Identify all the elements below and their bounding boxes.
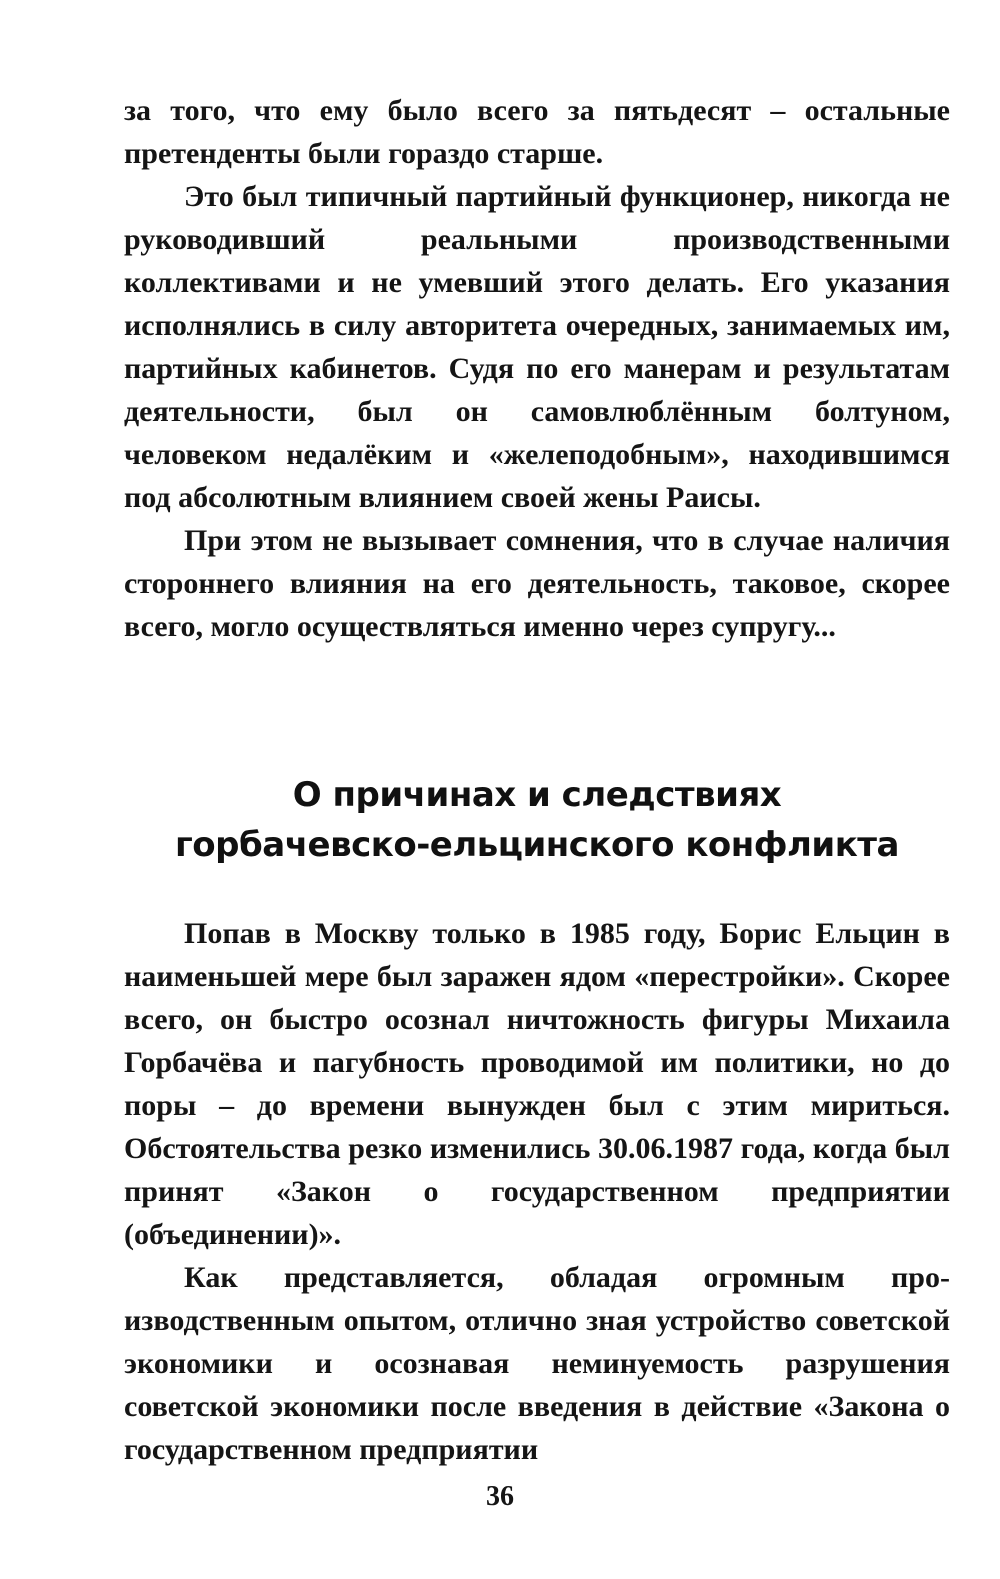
page-number: 36 [486,1481,514,1512]
paragraph-spouse-influence: При этом не вызывает сомнения, что в случае наличия стороннего влияния на его деятельность, таковое, скорее всего, могло осуществляться именно через супругу... [124,524,950,643]
section-heading-line-1: О причинах и следствиях [292,775,782,815]
bottom-text-section [124,912,950,1471]
section-heading-line-2: горбачевско-ельцинского конфликта [175,825,899,865]
paragraph-functionary: Это был типичный партийный функционер, никогда не руководивший реальными производственными коллективами и не умевший этого делать. Его указания исполнялись в силу авторитета очередных, занимаемых им, партийных кабинетов. Судя по его манерам и результатам деятельности, был он самовлюблённым болтуном, человеком недалёким и «желеподобным», находившимся под абсолютным влиянием своей жены Раисы. [124,180,950,514]
paragraph-yeltsin-moscow: Попав в Москву только в 1985 году, Борис Ельцин в наименьшей мере был заражен ядом «перестройки». Скорее всего, он быстро осознал ничтожность фигуры Михаила Горбачёва и пагубность проводимой им политики, но до поры – до времени вынужден был с этим мириться. Обстоятельства резко изменились 30.06.1987 года, когда был принят «Закон о государственном предприятии (объединении)». [124,917,950,1251]
paragraph-production-experience: Как представляется, обладая огромным производственным опытом, отлично зная устройство советской экономики и осознавая неминуемость разрушения советской экономики после введения в действие «Закона о государственном предприятии [124,1261,950,1466]
section-heading [124,770,950,870]
top-text-section [124,89,950,648]
paragraph-continued: за того, что ему было всего за пятьдесят – остальные претенденты были гораздо старше. [124,94,950,170]
